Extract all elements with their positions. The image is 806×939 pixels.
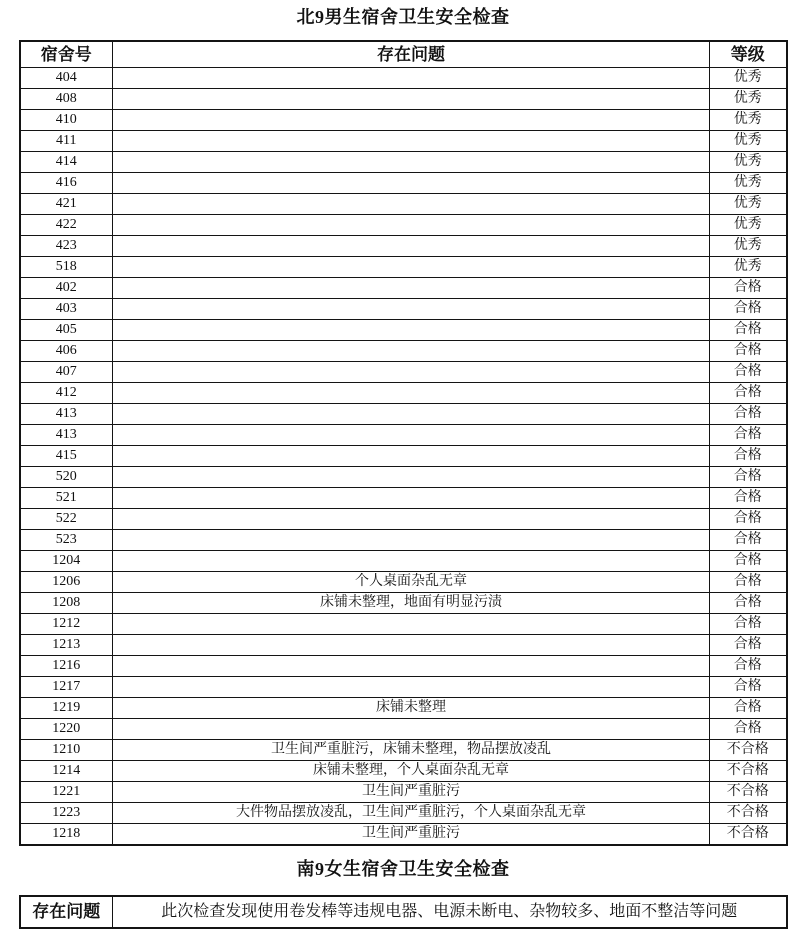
table-row — [20, 719, 787, 740]
cell-problem — [113, 404, 710, 425]
cell-room: 407 — [20, 362, 113, 383]
table-row — [20, 131, 787, 152]
table-row — [20, 68, 787, 89]
table-row — [20, 761, 787, 782]
cell-room: 1208 — [20, 593, 113, 614]
header-room: 宿舍号 — [20, 41, 113, 68]
cell-room: 414 — [20, 152, 113, 173]
table-row — [20, 110, 787, 131]
table-row — [20, 530, 787, 551]
cell-room: 523 — [20, 530, 113, 551]
cell-grade: 合格 — [710, 467, 787, 488]
cell-room: 416 — [20, 173, 113, 194]
cell-room: 1214 — [20, 761, 113, 782]
cell-problem — [113, 509, 710, 530]
inspection-table — [19, 40, 788, 846]
inspection-table-body — [20, 68, 787, 846]
cell-problem — [113, 677, 710, 698]
section1-title: 北9男生宿舍卫生安全检查 — [296, 7, 510, 27]
cell-grade: 优秀 — [710, 89, 787, 110]
cell-room: 1221 — [20, 782, 113, 803]
table-row — [20, 635, 787, 656]
cell-problem — [113, 614, 710, 635]
cell-problem — [113, 530, 710, 551]
table-row — [20, 467, 787, 488]
table-row — [20, 593, 787, 614]
table-row — [20, 572, 787, 593]
cell-room: 1213 — [20, 635, 113, 656]
cell-grade: 合格 — [710, 320, 787, 341]
cell-grade: 合格 — [710, 677, 787, 698]
summary-row — [20, 896, 787, 928]
cell-problem — [113, 257, 710, 278]
cell-grade: 不合格 — [710, 761, 787, 782]
cell-grade: 合格 — [710, 698, 787, 719]
cell-grade: 合格 — [710, 425, 787, 446]
cell-room: 413 — [20, 425, 113, 446]
cell-grade: 合格 — [710, 614, 787, 635]
cell-grade: 合格 — [710, 278, 787, 299]
cell-room: 413 — [20, 404, 113, 425]
table-row — [20, 383, 787, 404]
cell-room: 1218 — [20, 824, 113, 846]
table-row — [20, 236, 787, 257]
table-row — [20, 782, 787, 803]
cell-grade: 不合格 — [710, 740, 787, 761]
cell-problem — [113, 194, 710, 215]
table-row — [20, 677, 787, 698]
cell-problem — [113, 383, 710, 404]
table-row — [20, 173, 787, 194]
cell-room: 403 — [20, 299, 113, 320]
table-row — [20, 320, 787, 341]
table-row — [20, 488, 787, 509]
cell-problem — [113, 425, 710, 446]
table-row — [20, 551, 787, 572]
cell-problem — [113, 68, 710, 89]
table-row — [20, 425, 787, 446]
cell-room: 522 — [20, 509, 113, 530]
table-row — [20, 446, 787, 467]
section2-title: 南9女生宿舍卫生安全检查 — [296, 859, 510, 879]
cell-grade: 优秀 — [710, 236, 787, 257]
cell-problem — [113, 173, 710, 194]
cell-room: 1204 — [20, 551, 113, 572]
cell-problem — [113, 320, 710, 341]
cell-room: 1217 — [20, 677, 113, 698]
cell-grade: 不合格 — [710, 782, 787, 803]
cell-grade: 合格 — [710, 362, 787, 383]
cell-problem — [113, 467, 710, 488]
cell-room: 411 — [20, 131, 113, 152]
cell-grade: 合格 — [710, 572, 787, 593]
cell-problem — [113, 236, 710, 257]
cell-room: 406 — [20, 341, 113, 362]
cell-problem — [113, 215, 710, 236]
cell-problem — [113, 152, 710, 173]
cell-grade: 合格 — [710, 656, 787, 677]
cell-problem — [113, 131, 710, 152]
header-problem: 存在问题 — [113, 41, 710, 68]
cell-room: 412 — [20, 383, 113, 404]
cell-problem — [113, 635, 710, 656]
cell-grade: 合格 — [710, 530, 787, 551]
cell-problem — [113, 299, 710, 320]
cell-room: 1210 — [20, 740, 113, 761]
cell-room: 1216 — [20, 656, 113, 677]
cell-problem — [113, 89, 710, 110]
cell-grade: 合格 — [710, 719, 787, 740]
table-row — [20, 152, 787, 173]
cell-grade: 合格 — [710, 341, 787, 362]
cell-problem: 床铺未整理，个人桌面杂乱无章 — [113, 761, 710, 782]
summary-content: 此次检查发现使用卷发棒等违规电器、电源未断电、杂物较多、地面不整洁等问题 — [113, 896, 787, 928]
cell-room: 1220 — [20, 719, 113, 740]
cell-grade: 不合格 — [710, 824, 787, 846]
cell-grade: 优秀 — [710, 152, 787, 173]
cell-grade: 优秀 — [710, 68, 787, 89]
cell-problem — [113, 362, 710, 383]
cell-room: 1206 — [20, 572, 113, 593]
cell-grade: 优秀 — [710, 215, 787, 236]
cell-problem — [113, 446, 710, 467]
cell-grade: 优秀 — [710, 131, 787, 152]
cell-room: 422 — [20, 215, 113, 236]
cell-room: 405 — [20, 320, 113, 341]
cell-room: 408 — [20, 89, 113, 110]
cell-grade: 优秀 — [710, 110, 787, 131]
table-row — [20, 824, 787, 846]
cell-grade: 合格 — [710, 404, 787, 425]
summary-table — [19, 895, 788, 929]
cell-room: 1219 — [20, 698, 113, 719]
cell-room: 415 — [20, 446, 113, 467]
cell-problem: 卫生间严重脏污 — [113, 782, 710, 803]
cell-room: 423 — [20, 236, 113, 257]
cell-room: 402 — [20, 278, 113, 299]
cell-problem — [113, 110, 710, 131]
cell-problem: 卫生间严重脏污，床铺未整理，物品摆放凌乱 — [113, 740, 710, 761]
cell-problem: 床铺未整理，地面有明显污渍 — [113, 593, 710, 614]
cell-room: 421 — [20, 194, 113, 215]
cell-problem — [113, 551, 710, 572]
header-grade: 等级 — [710, 41, 787, 68]
table-row — [20, 215, 787, 236]
table-row — [20, 257, 787, 278]
cell-grade: 合格 — [710, 383, 787, 404]
table-row — [20, 278, 787, 299]
cell-room: 521 — [20, 488, 113, 509]
cell-problem: 床铺未整理 — [113, 698, 710, 719]
cell-grade: 合格 — [710, 509, 787, 530]
cell-problem — [113, 341, 710, 362]
cell-room: 1223 — [20, 803, 113, 824]
cell-grade: 不合格 — [710, 803, 787, 824]
cell-grade: 优秀 — [710, 173, 787, 194]
table-row — [20, 299, 787, 320]
table-row — [20, 803, 787, 824]
cell-grade: 合格 — [710, 593, 787, 614]
summary-label: 存在问题 — [20, 896, 113, 928]
inspection-table-header — [20, 41, 787, 68]
cell-room: 520 — [20, 467, 113, 488]
table-row — [20, 614, 787, 635]
cell-problem — [113, 488, 710, 509]
table-row — [20, 362, 787, 383]
cell-problem — [113, 278, 710, 299]
table-row — [20, 509, 787, 530]
cell-grade: 优秀 — [710, 257, 787, 278]
cell-room: 404 — [20, 68, 113, 89]
table-row — [20, 656, 787, 677]
cell-grade: 合格 — [710, 446, 787, 467]
table-row — [20, 194, 787, 215]
header-row — [20, 41, 787, 68]
cell-problem: 大件物品摆放凌乱，卫生间严重脏污，个人桌面杂乱无章 — [113, 803, 710, 824]
cell-grade: 合格 — [710, 299, 787, 320]
table-row — [20, 89, 787, 110]
table-row — [20, 404, 787, 425]
cell-problem: 卫生间严重脏污 — [113, 824, 710, 846]
cell-problem: 个人桌面杂乱无章 — [113, 572, 710, 593]
cell-room: 518 — [20, 257, 113, 278]
cell-grade: 合格 — [710, 488, 787, 509]
cell-grade: 合格 — [710, 551, 787, 572]
cell-grade: 优秀 — [710, 194, 787, 215]
cell-grade: 合格 — [710, 635, 787, 656]
table-row — [20, 341, 787, 362]
table-row — [20, 698, 787, 719]
cell-problem — [113, 719, 710, 740]
cell-problem — [113, 656, 710, 677]
cell-room: 1212 — [20, 614, 113, 635]
cell-room: 410 — [20, 110, 113, 131]
table-row — [20, 740, 787, 761]
